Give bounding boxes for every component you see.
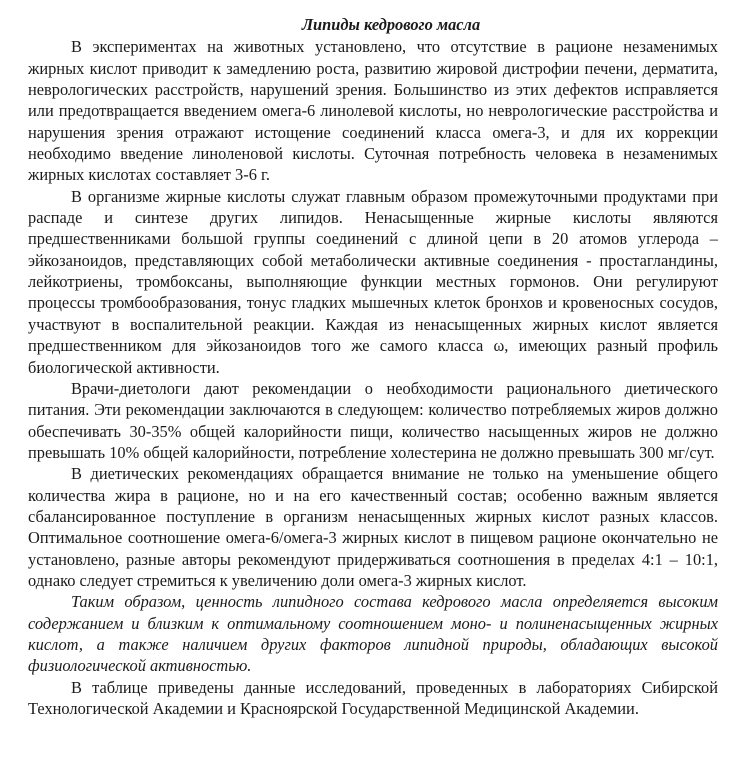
- paragraph-omega-ratio: В диетических рекомендациях обращается внимание не только на уменьшение общего количества жира в рационе, но и на его качественный состав; особенно важным является сбалансированное поступление в организм ненасыщенных жирных кислот разных классов. Оптимальное соотношение омега-6/омега-3 жирных кислот в пищевом рационе окончательно не установлено, разные авторы рекомендуют придерживаться соотношения в пределах 4:1 – 10:1, однако следует стремиться к увеличению доли омега-3 жирных кислот.: [28, 464, 718, 590]
- paragraph-dietary-recommendations: Врачи-диетологи дают рекомендации о необходимости рационального диетического питания. Эти рекомендации заключаются в следующем: количество потребляемых жиров должно обеспечивать 30-35% общей калорийности пищи, количество насыщенных жиров не должно превышать 10% общей калорийности, потребление холестерина не должно превышать 300 мг/сут.: [28, 378, 718, 462]
- paragraph-conclusion: Таким образом, ценность липидного состава кедрового масла определяется высоким содержанием и близким к оптимальному соотношением моно- и полиненасыщенных жирных кислот, а также наличием других факторов липидной природы, обладающих высокой физиологической активностью.: [28, 592, 718, 676]
- paragraph-essential-fatty-acids: В экспериментах на животных установлено, что отсутствие в рационе незаменимых жирных кислот приводит к замедлению роста, развитию жировой дистрофии печени, дерматита, неврологических расстройств, нарушений зрения. Большинство из этих дефектов исправляется или предотвращается введением омега-6 линолевой кислоты, но неврологические расстройства и нарушения зрения отражают истощение соединений класса омега-3, и для их коррекции необходимо введение линоленовой кислоты. Суточная потребность человека в незаменимых жирных кислотах составляет 3-6 г.: [28, 37, 718, 185]
- document-title: Липиды кедрового масла: [301, 15, 481, 34]
- paragraph-table-reference: В таблице приведены данные исследований, проведенных в лабораториях Сибирской Технологической Академии и Красноярской Государственной Медицинской Академии.: [28, 677, 718, 718]
- paragraph-eicosanoids: В организме жирные кислоты служат главным образом промежуточными продуктами при распаде и синтезе других липидов. Ненасыщенные жирные кислоты являются предшественниками большой группы соединений с длиной цепи в 20 атомов углерода – эйкозаноидов, представляющих собой метаболически активные соединения - простагландины, лейкотриены, тромбоксаны, выполняющие функции местных гормонов. Они регулируют процессы тромбообразования, тонус гладких мышечных клеток бронхов и кровеносных сосудов, участвуют в воспалительной реакции. Каждая из ненасыщенных жирных кислот является предшественником для эйкозаноидов того же самого класса ω, имеющих разный профиль биологической активности.: [28, 186, 718, 377]
- document-page: [28, 14, 718, 719]
